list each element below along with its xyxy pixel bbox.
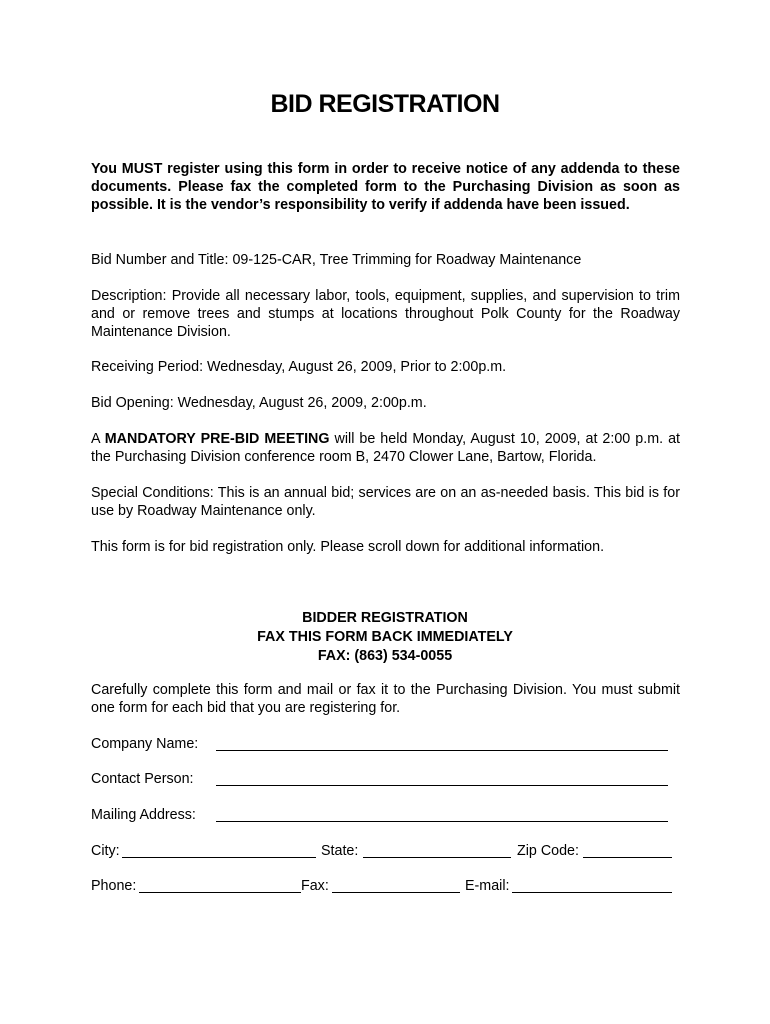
registration-instructions: Carefully complete this form and mail or fax it to the Purchasing Division. You must submit one form for each bid that you are registering for.	[91, 682, 680, 716]
state-field[interactable]	[363, 857, 511, 858]
phone-field[interactable]	[139, 892, 301, 893]
special-conditions-text: Special Conditions: This is an annual bid; services are on an as-needed basis. This bid is for use by Roadway Maintenance only.	[91, 485, 680, 519]
email-field[interactable]	[512, 892, 672, 893]
mandatory-prefix: A	[91, 431, 105, 447]
phone-label: Phone:	[91, 878, 137, 894]
fax-field[interactable]	[332, 892, 460, 893]
page-title: BID REGISTRATION	[270, 90, 500, 118]
contact-person-label: Contact Person:	[91, 771, 194, 787]
bid-opening-text: Bid Opening: Wednesday, August 26, 2009, 2:00p.m.	[91, 395, 427, 411]
company-name-field[interactable]	[216, 750, 668, 751]
email-label: E-mail:	[465, 878, 510, 894]
mailing-address-label: Mailing Address:	[91, 807, 196, 823]
city-label: City:	[91, 843, 120, 859]
fax-label: Fax:	[301, 878, 329, 894]
registration-heading	[0, 609, 770, 666]
receiving-period-text: Receiving Period: Wednesday, August 26, 2009, Prior to 2:00p.m.	[91, 359, 507, 375]
intro-paragraph: You MUST register using this form in order to receive notice of any addenda to these documents. Please fax the completed form to the Purchasing Division as soon as possible. It is the vendor’s responsibility to verify if addenda have been issued.	[91, 161, 680, 213]
mandatory-meeting-bold: MANDATORY PRE-BID MEETING	[104, 431, 330, 447]
zip-code-field[interactable]	[583, 857, 672, 858]
registration-heading-fax-notice: FAX THIS FORM BACK IMMEDIATELY	[257, 629, 513, 645]
mandatory-meeting-text	[91, 430, 680, 466]
company-name-label: Company Name:	[91, 736, 199, 752]
description-text: Description: Provide all necessary labor, tools, equipment, supplies, and supervision to trim and or remove trees and stumps at locations throughout Polk County for the Roadway Maintenance Division.	[91, 288, 680, 340]
bid-number-text: Bid Number and Title: 09-125-CAR, Tree Trimming for Roadway Maintenance	[91, 252, 582, 268]
registration-note-text: This form is for bid registration only. Please scroll down for additional information.	[91, 539, 605, 555]
mailing-address-field[interactable]	[216, 821, 668, 822]
contact-person-field[interactable]	[216, 785, 668, 786]
registration-heading-fax-number: FAX: (863) 534-0055	[317, 648, 453, 664]
registration-heading-title: BIDDER REGISTRATION	[302, 610, 468, 626]
city-field[interactable]	[122, 857, 316, 858]
mandatory-meeting-detail: will be held Monday, August 10, 2009, at 2:00 p.m. at the Purchasing Division conference room B, 2470 Clower Lane, Bartow, Florida.	[91, 431, 681, 465]
zip-code-label: Zip Code:	[517, 843, 579, 859]
state-label: State:	[321, 843, 359, 859]
